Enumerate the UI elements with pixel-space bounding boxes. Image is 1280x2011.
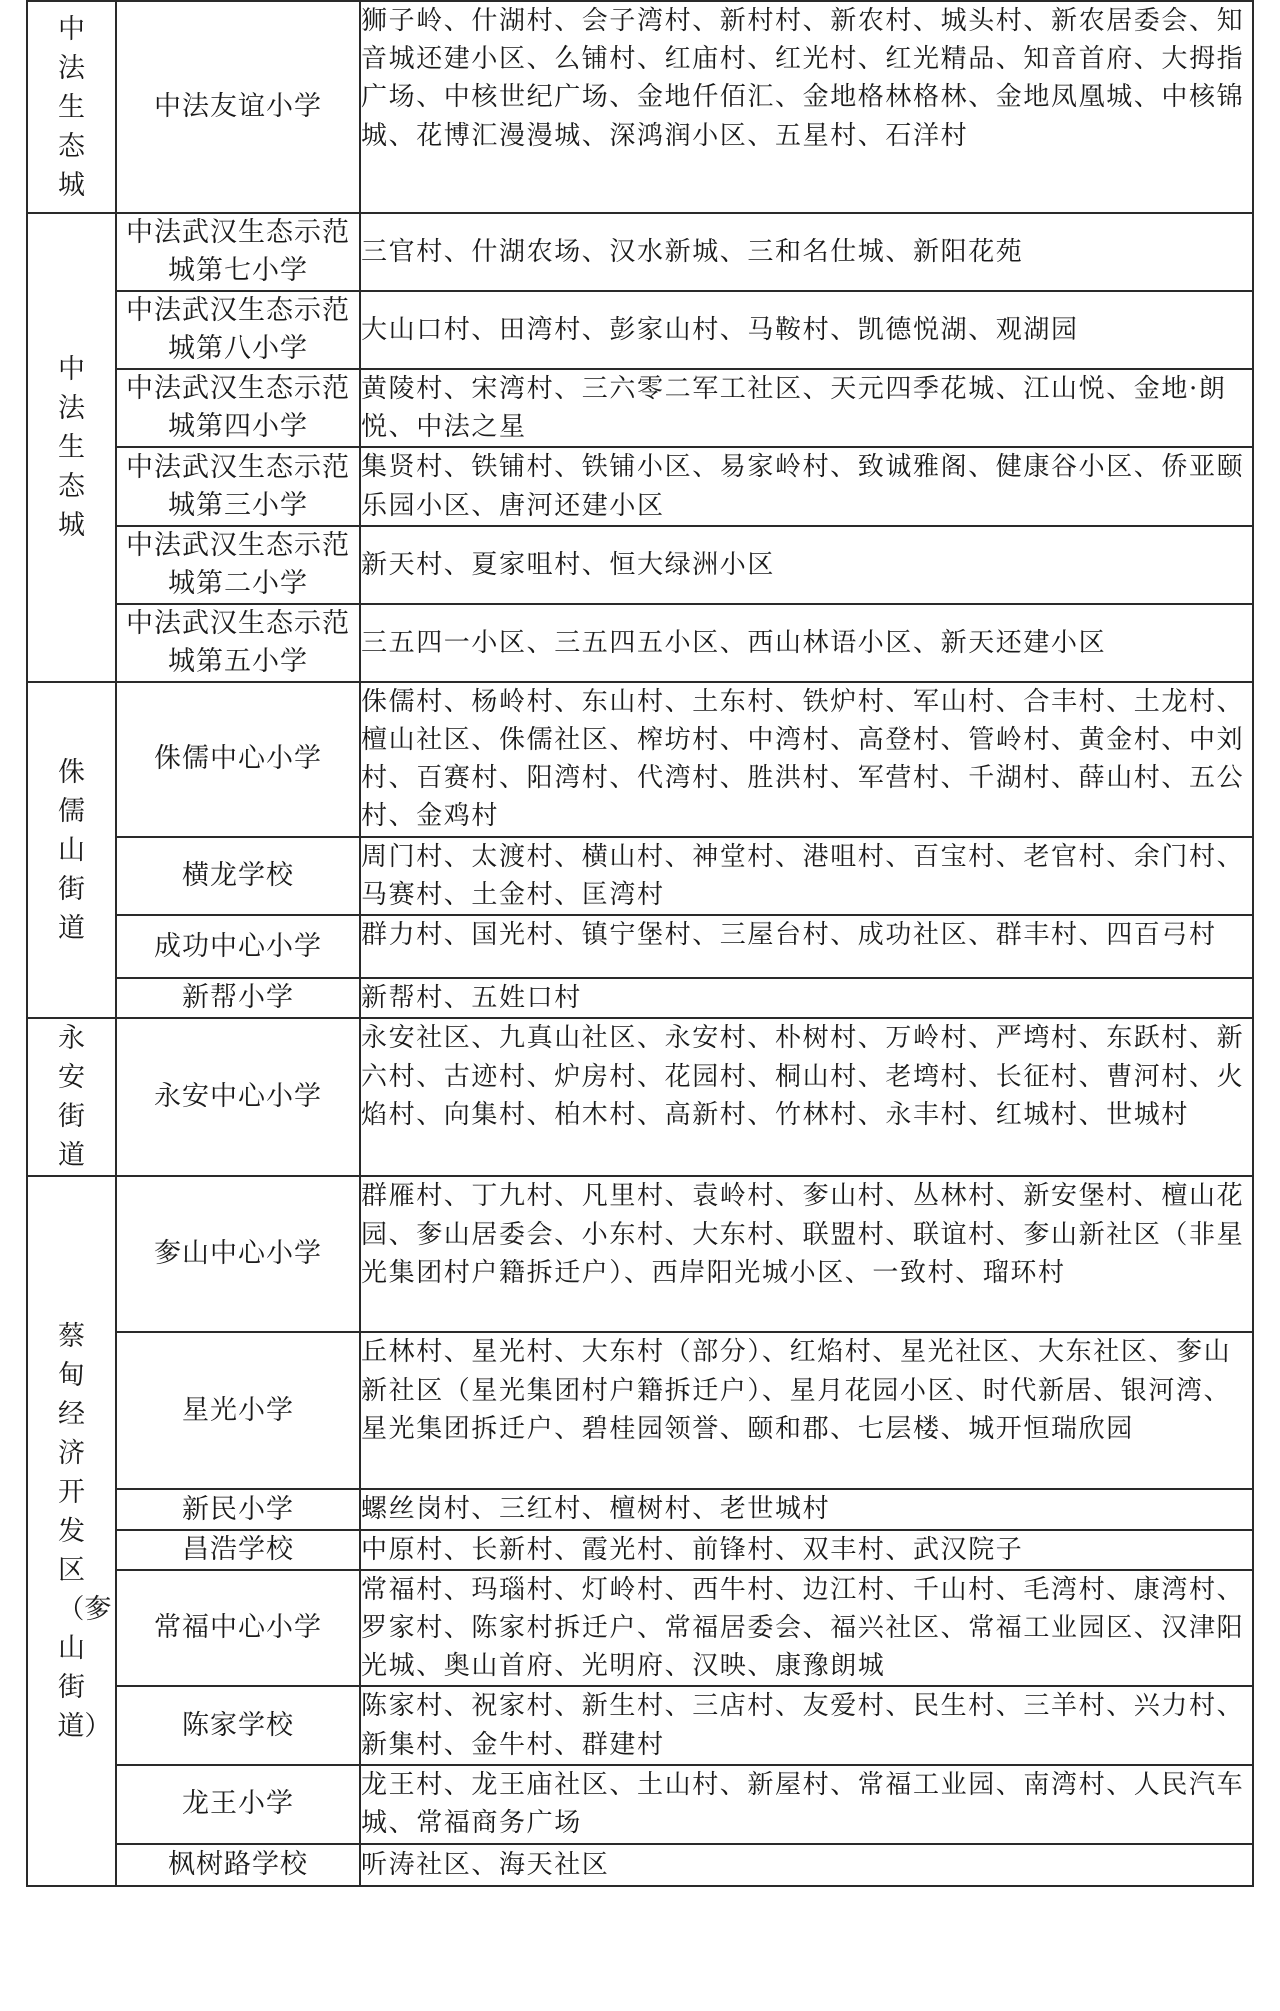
service-area-cell: 常福村、玛瑙村、灯岭村、西牛村、边江村、千山村、毛湾村、康湾村、罗家村、陈家村拆迁户、常福居委会、福兴社区、常福工业园区、汉津阳光城、奥山首府、光明府、汉映、康豫朗城 bbox=[360, 1570, 1253, 1687]
service-area-cell: 螺丝岗村、三红村、檀树村、老世城村 bbox=[360, 1489, 1253, 1529]
school-name-cell: 中法武汉生态示范城第七小学 bbox=[116, 213, 360, 291]
service-area-cell: 周门村、太渡村、横山村、神堂村、港咀村、百宝村、老官村、余门村、马赛村、土金村、匡湾村 bbox=[360, 837, 1253, 915]
district-cell bbox=[27, 1018, 116, 1176]
table-row bbox=[27, 1489, 1253, 1529]
school-name-cell: 侏儒中心小学 bbox=[116, 682, 360, 837]
school-name-cell: 龙王小学 bbox=[116, 1765, 360, 1844]
district-cell bbox=[27, 213, 116, 682]
school-name-cell: 成功中心小学 bbox=[116, 915, 360, 978]
district-cell bbox=[27, 682, 116, 1019]
table-row bbox=[27, 682, 1253, 837]
school-name-cell: 新帮小学 bbox=[116, 978, 360, 1018]
table-row bbox=[27, 604, 1253, 682]
service-area-cell: 永安社区、九真山社区、永安村、朴树村、万岭村、严塆村、东跃村、新六村、古迹村、炉房村、花园村、桐山村、老塆村、长征村、曹河村、火焰村、向集村、柏木村、高新村、竹林村、永丰村、红城村、世城村 bbox=[360, 1018, 1253, 1176]
table-row bbox=[27, 1530, 1253, 1570]
table-row bbox=[27, 1, 1253, 213]
table-row bbox=[27, 213, 1253, 291]
service-area-cell: 新天村、夏家咀村、恒大绿洲小区 bbox=[360, 526, 1253, 604]
table-row bbox=[27, 1176, 1253, 1332]
table-row bbox=[27, 1686, 1253, 1764]
table-row bbox=[27, 447, 1253, 525]
service-area-cell: 群雁村、丁九村、凡里村、袁岭村、奓山村、丛林村、新安堡村、檀山花园、奓山居委会、小东村、大东村、联盟村、联谊村、奓山新社区（非星光集团村户籍拆迁户）、西岸阳光城小区、一致村、瑠环村 bbox=[360, 1176, 1253, 1332]
district-name: 中法生态城 bbox=[58, 13, 85, 201]
school-name-cell: 横龙学校 bbox=[116, 837, 360, 915]
table-row bbox=[27, 915, 1253, 978]
service-area-cell: 大山口村、田湾村、彭家山村、马鞍村、凯德悦湖、观湖园 bbox=[360, 291, 1253, 369]
enrollment-zone-table bbox=[26, 0, 1254, 1887]
table-row bbox=[27, 1844, 1253, 1886]
service-area-cell: 三五四一小区、三五四五小区、西山林语小区、新天还建小区 bbox=[360, 604, 1253, 682]
service-area-cell: 群力村、国光村、镇宁堡村、三屋台村、成功社区、群丰村、四百弓村 bbox=[360, 915, 1253, 978]
school-name-cell: 中法武汉生态示范城第二小学 bbox=[116, 526, 360, 604]
district-name: 永安街道 bbox=[58, 1023, 85, 1172]
service-area-cell: 听涛社区、海天社区 bbox=[360, 1844, 1253, 1886]
school-name-cell: 中法武汉生态示范城第八小学 bbox=[116, 291, 360, 369]
district-cell bbox=[27, 1, 116, 213]
school-name-cell: 枫树路学校 bbox=[116, 1844, 360, 1886]
service-area-cell: 新帮村、五姓口村 bbox=[360, 978, 1253, 1018]
service-area-cell: 丘林村、星光村、大东村（部分）、红焰村、星光社区、大东社区、奓山新社区（星光集团村户籍拆迁户）、星月花园小区、时代新居、银河湾、星光集团拆迁户、碧桂园领誉、颐和郡、七层楼、城开恒瑞欣园 bbox=[360, 1332, 1253, 1489]
table-row bbox=[27, 291, 1253, 369]
service-area-cell: 三官村、什湖农场、汉水新城、三和名仕城、新阳花苑 bbox=[360, 213, 1253, 291]
table-row bbox=[27, 1332, 1253, 1489]
service-area-cell: 中原村、长新村、霞光村、前锋村、双丰村、武汉院子 bbox=[360, 1530, 1253, 1570]
school-name-cell: 新民小学 bbox=[116, 1489, 360, 1529]
table-row bbox=[27, 1018, 1253, 1176]
district-name: 中法生态城 bbox=[58, 353, 85, 541]
school-name-cell: 常福中心小学 bbox=[116, 1570, 360, 1687]
service-area-cell: 陈家村、祝家村、新生村、三店村、友爱村、民生村、三羊村、兴力村、新集村、金牛村、群建村 bbox=[360, 1686, 1253, 1764]
table-row bbox=[27, 837, 1253, 915]
district-name: 侏儒山街道 bbox=[58, 756, 85, 944]
school-name-cell: 奓山中心小学 bbox=[116, 1176, 360, 1332]
service-area-cell: 龙王村、龙王庙社区、土山村、新屋村、常福工业园、南湾村、人民汽车城、常福商务广场 bbox=[360, 1765, 1253, 1844]
table-row bbox=[27, 526, 1253, 604]
district-cell bbox=[27, 1176, 116, 1885]
service-area-cell: 黄陵村、宋湾村、三六零二军工社区、天元四季花城、江山悦、金地·朗悦、中法之星 bbox=[360, 369, 1253, 447]
school-name-cell: 昌浩学校 bbox=[116, 1530, 360, 1570]
school-name-cell: 中法武汉生态示范城第五小学 bbox=[116, 604, 360, 682]
school-name-cell: 中法武汉生态示范城第四小学 bbox=[116, 369, 360, 447]
service-area-cell: 狮子岭、什湖村、会子湾村、新村村、新农村、城头村、新农居委会、知音城还建小区、么铺村、红庙村、红光村、红光精品、知音首府、大拇指广场、中核世纪广场、金地仟佰汇、金地格林格林、金地凤凰城、中核锦城、花博汇漫漫城、深鸿润小区、五星村、石洋村 bbox=[360, 1, 1253, 213]
school-name-cell: 中法友谊小学 bbox=[116, 1, 360, 213]
table-row bbox=[27, 1570, 1253, 1687]
enrollment-zone-table-wrapper bbox=[26, 0, 1254, 1887]
service-area-cell: 侏儒村、杨岭村、东山村、土东村、铁炉村、军山村、合丰村、土龙村、檀山社区、侏儒社区、榨坊村、中湾村、高登村、管岭村、黄金村、中刘村、百赛村、阳湾村、代湾村、胜洪村、军营村、千湖村、薛山村、五公村、金鸡村 bbox=[360, 682, 1253, 837]
service-area-cell: 集贤村、铁铺村、铁铺小区、易家岭村、致诚雅阁、健康谷小区、侨亚颐乐园小区、唐河还建小区 bbox=[360, 447, 1253, 525]
table-row bbox=[27, 1765, 1253, 1844]
table-row bbox=[27, 978, 1253, 1018]
district-name: 蔡甸经济开发区（奓山街道） bbox=[57, 1320, 112, 1742]
table-row bbox=[27, 369, 1253, 447]
school-name-cell: 中法武汉生态示范城第三小学 bbox=[116, 447, 360, 525]
school-name-cell: 永安中心小学 bbox=[116, 1018, 360, 1176]
school-name-cell: 星光小学 bbox=[116, 1332, 360, 1489]
school-name-cell: 陈家学校 bbox=[116, 1686, 360, 1764]
